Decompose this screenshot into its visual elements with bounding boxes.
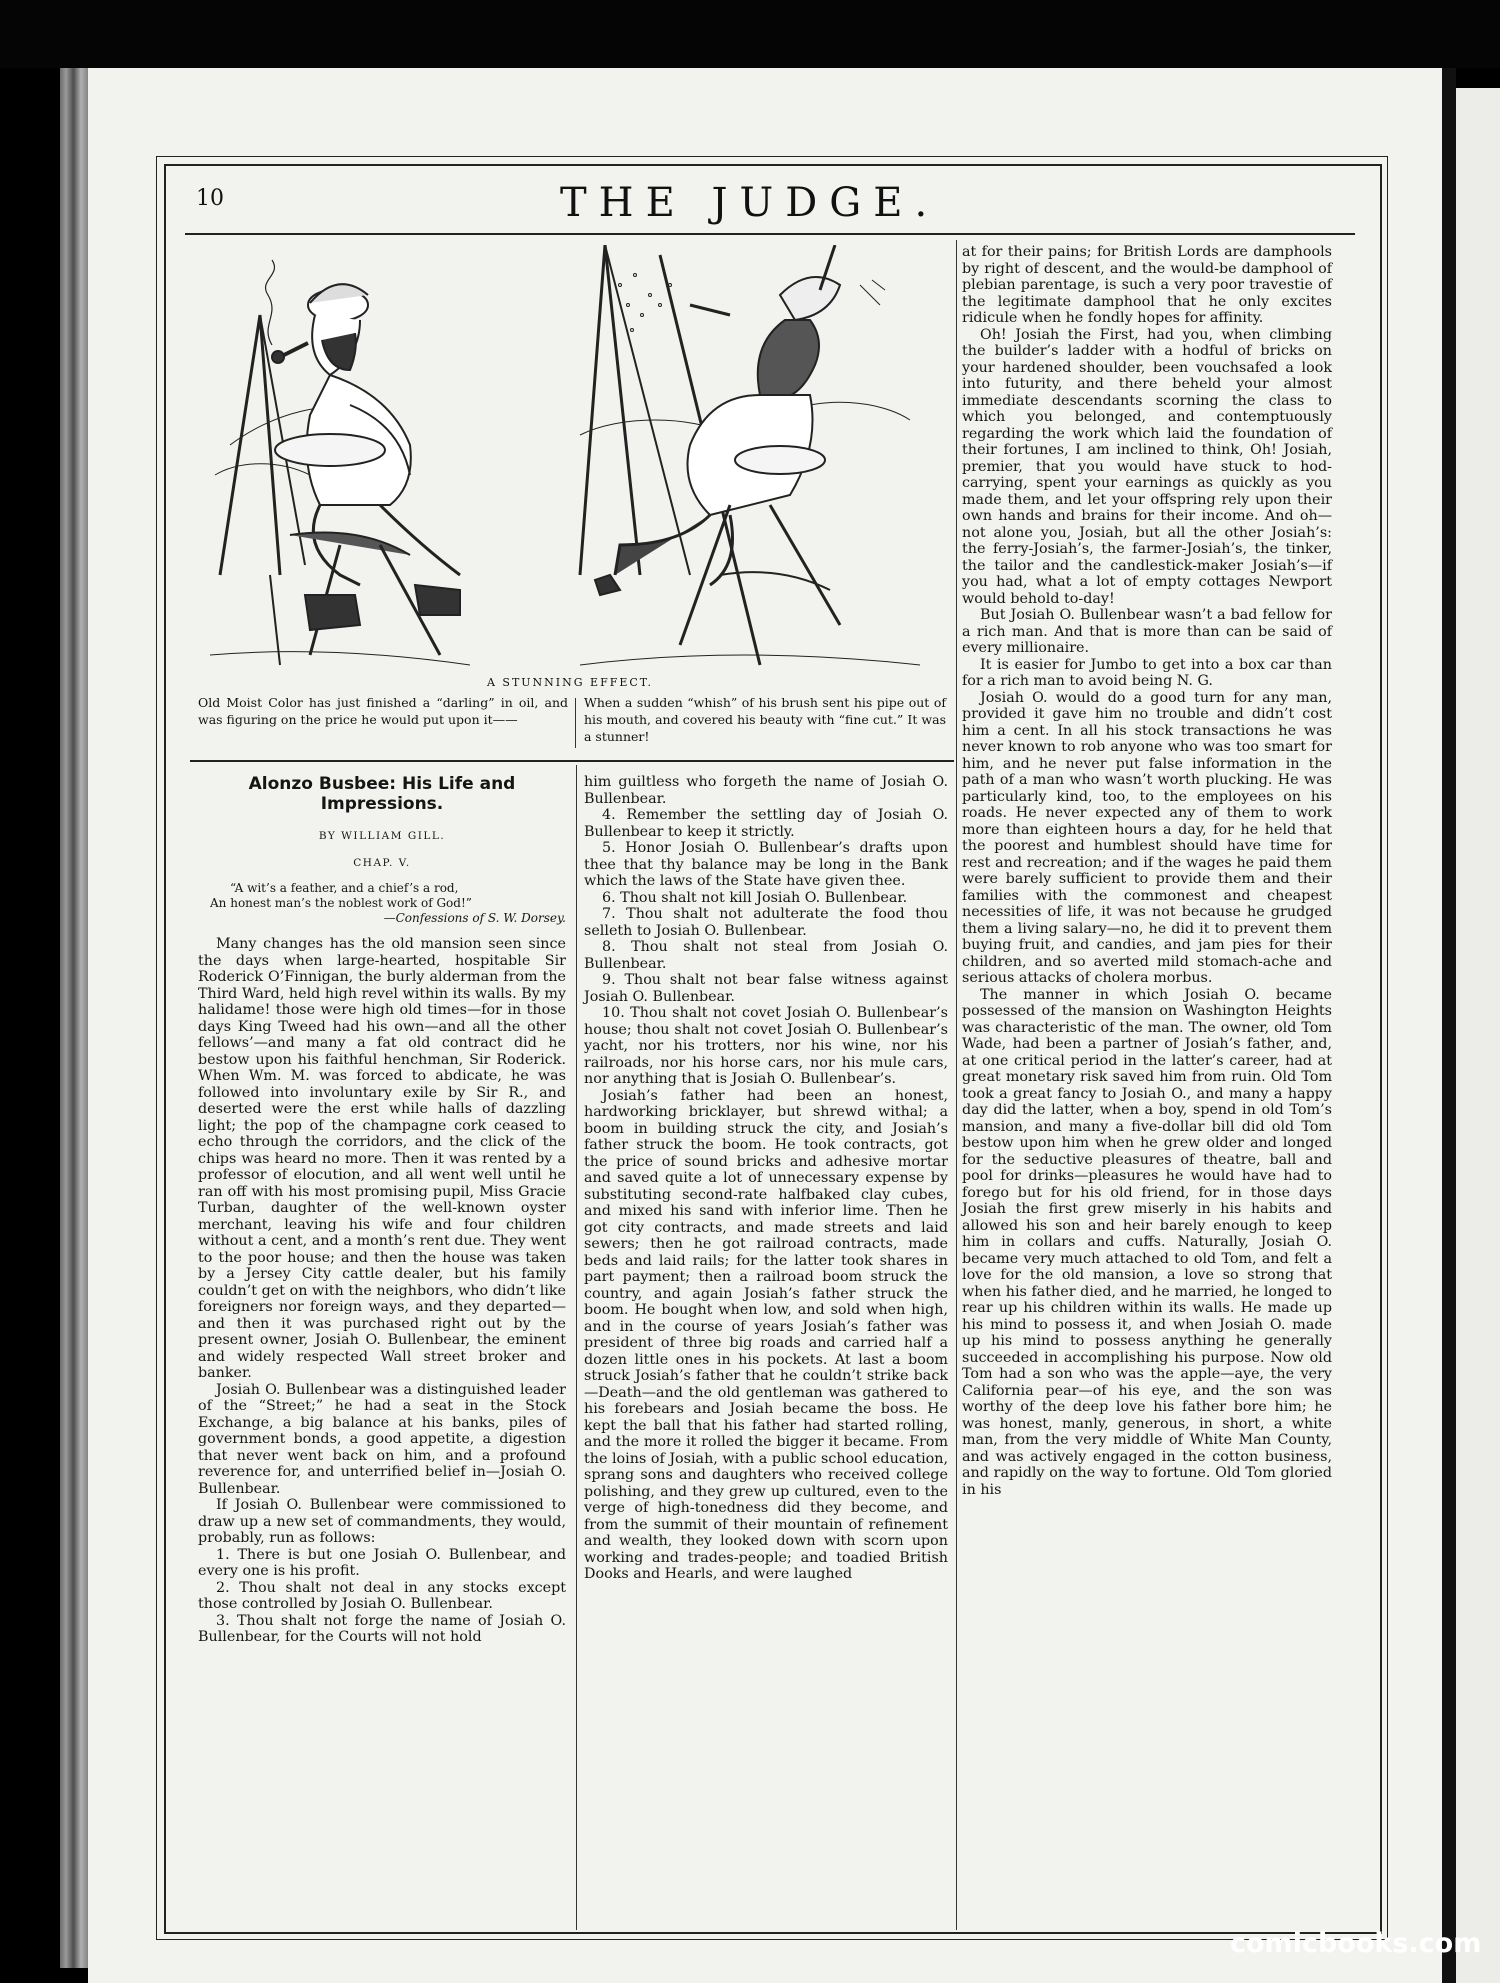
commandment: 7. Thou shalt not adulterate the food thou selleth to Josiah O. Bullenbear. [584, 906, 948, 939]
paragraph: Oh! Josiah the First, had you, when climbing the builder’s ladder with a hodful of bricks on your hardened shoulder, been vouchsafed a look into futurity, and there beheld your almost immediate descendants scorning the class to which you belonged, and contemptuously regarding the work which laid the foundation of their fortunes, I am inclined to think, Oh! Josiah, premier, that you would have stuck to hod-carrying, spent your earnings as quickly as you made them, and let your offspring rely upon their own hands and brains for their income. And oh—not alone you, Josiah, but all the other Josiah’s: the ferry-Josiah’s, the farmer-Josiah’s, the tinker, the tailor and the candlestick-maker Josiah’s—if you had, what a lot of empty cottages Newport would behold to-day! [962, 326, 1332, 607]
article-column-1 [198, 774, 566, 1646]
paragraph: Josiah O. Bullenbear was a distinguished leader of the “Street;” he had a seat in the Stock Exchange, a big balance at his banks, piles of government bonds, a good appetite, a digestion that never went back on him, and a profound reverence for, and unterrified belief in—Josiah O. Bullenbear. [198, 1381, 566, 1497]
section-rule [190, 760, 954, 762]
paragraph: If Josiah O. Bullenbear were commissioned to draw up a new set of commandments, they would, probably, run as follows: [198, 1497, 566, 1546]
paragraph: It is easier for Jumbo to get into a box car than for a rich man to avoid being N. G. [962, 656, 1332, 689]
illustration-caption-right: When a sudden “whish” of his brush sent his pipe out of his mouth, and covered his beauty with “fine cut.” It was a stunner! [584, 695, 946, 744]
epigraph-attribution: —Confessions of S. W. Dorsey. [383, 911, 566, 925]
page-number: 10 [196, 186, 224, 211]
next-page-gutter [1442, 68, 1456, 1983]
paragraph: at for their pains; for British Lords are damphools by right of descent, and the would-be damphool of plebian parentage, is such a very poor travestie of the legitimate damphool that he only excites ridicule when he fondly hopes for affinity. [962, 244, 1332, 326]
next-page-edge [1456, 88, 1500, 1983]
paragraph: Josiah O. would do a good turn for any man, provided it gave him no trouble and didn’t cost him a cent. In all his stock transactions he was never known to rob anyone who was too smart for him, and he never put false information in the path of a man who wasn’t worth plucking. He was particularly kind, too, to the employees on his roads. He never expected any of them to work more than eighteen hours a day, for he held that the poorest and humblest should have time for rest and recreation; and if the wages he paid them were barely sufficient to provide them and their families with the commonest and cheapest necessities of life, it was not because he grudged them a living salary—no, he did it to prevent them buying fruit, and candies, and jam pies for their children, and so averted mild stomach-ache and serious attacks of cholera morbus. [962, 689, 1332, 986]
watermark-text: comicbooks.com [1230, 1928, 1482, 1959]
commandment: 1. There is but one Josiah O. Bullenbear, and every one is his profit. [198, 1546, 566, 1579]
commandment: 9. Thou shalt not bear false witness against Josiah O. Bullenbear. [584, 972, 948, 1005]
cartoon-illustration [210, 245, 950, 675]
paragraph: The manner in which Josiah O. became possessed of the mansion on Washington Heights was characteristic of the man. The owner, old Tom Wade, had been a partner of Josiah’s father, and, at one critical period in the latter’s career, had at great monetary risk saved him from ruin. Old Tom took a great fancy to Josiah O., and many a happy day did the latter, when a boy, spend in old Tom’s mansion, and many a five-dollar bill did old Tom bestow upon him when he grew older and longed for the seductive pleasures of theatre, ball and pool for drinks—pleasures he would have had to forego but for his old friend, for in those days Josiah the first grew miserly in his habits and allowed his son and heir barely enough to keep him in collars and cuffs. Naturally, Josiah O. became very much attached to old Tom, and felt a love for the old mansion, a love so strong that when his father died, and he married, he longed to rear up his children within its walls. He made up his mind to possess it, and when Josiah O. made up his mind to possess anything he generally succeeded in accomplishing his purpose. Now old Tom had a son who was the apple—aye, the very California pear—of his eye, and the son was worthy of the deep love his father bore him; he was honest, manly, generous, in short, a white man, from the very middle of White Man County, and was actively engaged in the cotton business, and rapidly on the way to fortune. Old Tom gloried in his [962, 986, 1332, 1498]
epigraph-line: An honest man’s the noblest work of God!” [210, 896, 472, 910]
panel-left-painter [210, 260, 470, 665]
illustration-title: A STUNNING EFFECT. [486, 676, 654, 689]
header-rule [185, 233, 1355, 235]
article-title: Alonzo Busbee: His Life and Impressions. [248, 774, 516, 814]
illustration-caption-left: Old Moist Color has just finished a “darling” in oil, and was figuring on the price he would put upon it—— [198, 695, 568, 727]
commandment: 5. Honor Josiah O. Bullenbear’s drafts upon thee that thy balance may be long in the Bank which the laws of the State have given thee. [584, 840, 948, 889]
panel-right-painter [580, 245, 920, 665]
chapter-heading: CHAP. V. [353, 856, 411, 869]
commandment: 8. Thou shalt not steal from Josiah O. Bullenbear. [584, 939, 948, 972]
article-byline: BY WILLIAM GILL. [318, 830, 446, 842]
commandment: 10. Thou shalt not covet Josiah O. Bullenbear’s house; thou shalt not covet Josiah O. Bullenbear’s yacht, nor his trotters, nor his wine, nor his railroads, nor his horse cars, nor his mule cars, nor anything that is Josiah O. Bullenbear’s. [584, 1005, 948, 1087]
epigraph [198, 881, 566, 926]
commandment: 4. Remember the settling day of Josiah O. Bullenbear to keep it strictly. [584, 807, 948, 840]
masthead-title: THE JUDGE. [560, 180, 940, 226]
article-column-2 [584, 774, 948, 1583]
scan-background [0, 0, 1500, 68]
paragraph: But Josiah O. Bullenbear wasn’t a bad fellow for a rich man. And that is more than can be said of every millionaire. [962, 607, 1332, 656]
column-rule-left [576, 765, 577, 1930]
column-rule-right [956, 240, 957, 1930]
commandment: 3. Thou shalt not forge the name of Josiah O. Bullenbear, for the Courts will not hold [198, 1612, 566, 1645]
paragraph: Many changes has the old mansion seen since the days when large-hearted, hospitable Sir Roderick O’Finnigan, the burly alderman from the Third Ward, held high revel within its walls. By my halidame! those were high old times—for in those days King Tweed had his own—and all the other fellows’—and many a fat old contract did he bestow upon his faithful henchman, Sir Roderick. When Wm. M. was forced to abdicate, he was followed into involuntary exile by Sir R., and deserted were the erst while halls of dazzling light; the pop of the champagne cork ceased to echo through the corridors, and the click of the chips was heard no more. Then it was rented by a professor of elocution, and all went well until he ran off with his most promising pupil, Miss Gracie Turban, daughter of the well-known oyster merchant, leaving his wife and four children without a cent, and a month’s rent due. They went to the poor house; and then the house was taken by a Jersey City cattle dealer, but his family couldn’t get on with the neighbors, who didn’t like foreigners nor foreign ways, and they departed—and then it was purchased right out by the present owner, Josiah O. Bullenbear, the eminent and widely respected Wall street broker and banker. [198, 936, 566, 1381]
article-column-3 [962, 244, 1332, 1498]
epigraph-line: “A wit’s a feather, and a chief’s a rod, [230, 881, 459, 895]
caption-divider [575, 698, 576, 748]
paragraph: him guiltless who forgeth the name of Josiah O. Bullenbear. [584, 774, 948, 807]
paragraph: Josiah’s father had been an honest, hardworking bricklayer, but shrewd withal; a boom in building struck the city, and Josiah’s father struck the boom. He took contracts, got the price of sound bricks and adhesive mortar and saved quite a lot of unnecessary expense by substituting second-rate halfbaked clay cubes, and mixed his sand with inferior lime. Then he got city contracts, and made streets and laid sewers; then he got railroad contracts, made beds and laid rails; for the latter took shares in part payment; then a railroad boom struck the country, and again Josiah’s father struck the boom. He bought when low, and sold when high, and in the course of years Josiah’s father was president of three big roads and carried half a dozen little ones in his pockets. At last a boom struck Josiah’s father that he couldn’t strike back—Death—and the old gentleman was gathered to his forebears and Josiah became the boss. He kept the ball that his father had started rolling, and the more it rolled the bigger it became. From the loins of Josiah, with a public school education, sprang sons and daughters who received college polishing, and they grew up cultured, even to the verge of high-tonedness did they become, and from the summit of their mountain of refinement and wealth, they looked down with scorn upon working and trades-people; and toadied British Dooks and Hearls, and were laughed [584, 1087, 948, 1582]
commandment: 6. Thou shalt not kill Josiah O. Bullenbear. [602, 889, 908, 906]
page-binding [60, 68, 90, 1968]
commandment: 2. Thou shalt not deal in any stocks except those controlled by Josiah O. Bullenbear. [198, 1579, 566, 1612]
